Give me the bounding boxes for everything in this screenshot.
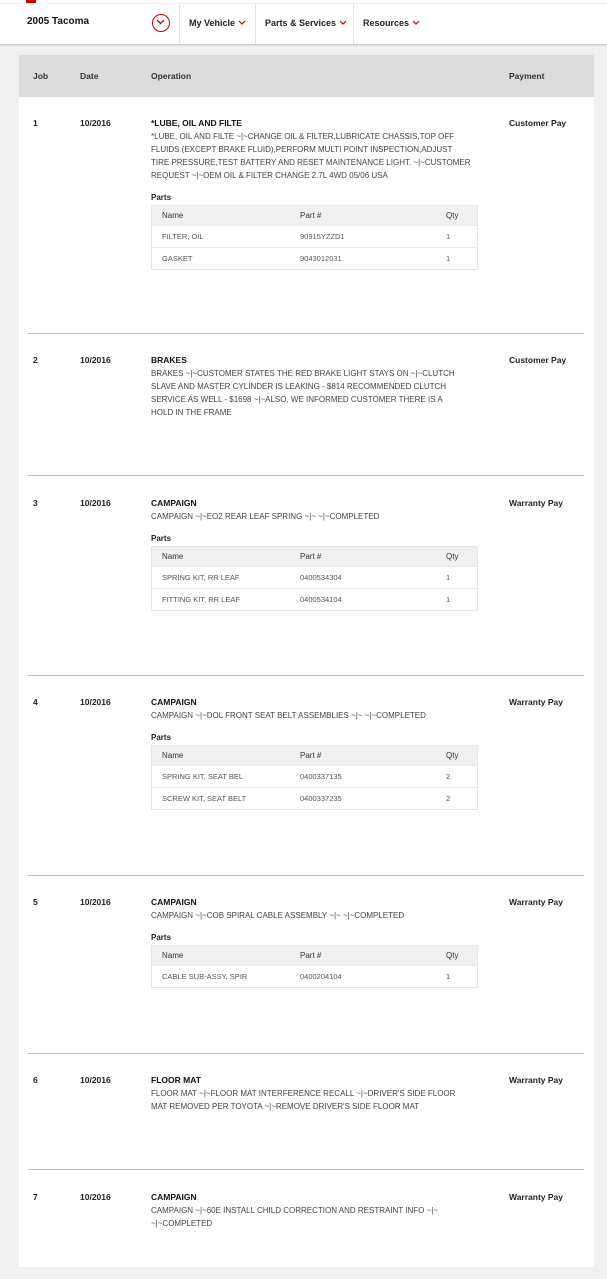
- description-line: FLOOR MAT ~|~FLOOR MAT INTERFERENCE RECALL ~|~DRIVER'S SIDE FLOOR: [151, 1089, 456, 1098]
- menu-label: Resources: [363, 18, 410, 28]
- part-number: 9043012031: [300, 254, 342, 263]
- description-line: CAMPAIGN ~|~60E INSTALL CHILD CORRECTION AND RESTRAINT INFO ~|~: [151, 1206, 439, 1215]
- payment-type: Warranty Pay: [509, 1192, 564, 1202]
- row-divider: [28, 333, 584, 334]
- part-qty: 1: [446, 972, 451, 981]
- parts-table-row: [152, 787, 477, 809]
- parts-table-header: [152, 746, 477, 765]
- brand-accent: [26, 0, 36, 3]
- job-number: 5: [33, 897, 38, 907]
- menu-label: Parts & Services: [265, 18, 337, 28]
- parts-header-name: Name: [162, 211, 184, 220]
- parts-table: [151, 205, 478, 270]
- operation-description: [151, 1204, 481, 1230]
- row-divider: [28, 875, 584, 876]
- description-line: SERVICE AS WELL - $1698 ~|~ALSO, WE INFORMED CUSTOMER THERE IS A: [151, 395, 443, 404]
- description-line: CAMPAIGN ~|~COB SPIRAL CABLE ASSEMBLY ~|~ ~|~COMPLETED: [151, 911, 405, 920]
- vehicle-selector-button[interactable]: [152, 14, 170, 32]
- chevron-down-icon: [156, 19, 165, 25]
- operation-title: *LUBE, OIL AND FILTE: [151, 118, 242, 128]
- job-number: 4: [33, 697, 38, 707]
- job-date: 10/2016: [80, 1075, 111, 1085]
- nav-divider: [255, 4, 256, 44]
- parts-label: Parts: [151, 733, 172, 742]
- description-line: ~|~COMPLETED: [151, 1219, 213, 1228]
- job-number: 6: [33, 1075, 38, 1085]
- part-number: 90915YZZD1: [300, 232, 345, 241]
- header-date: Date: [80, 71, 99, 81]
- description-line: BRAKES ~|~CUSTOMER STATES THE RED BRAKE LIGHT STAYS ON ~|~CLUTCH: [151, 369, 455, 378]
- header-payment: Payment: [509, 71, 545, 81]
- parts-header-part: Part #: [300, 552, 322, 561]
- menu-my-vehicle[interactable]: [189, 18, 246, 28]
- parts-table-row: [152, 225, 477, 247]
- header-operation: Operation: [151, 71, 192, 81]
- nav-divider: [353, 4, 354, 44]
- menu-parts-services[interactable]: [265, 18, 347, 28]
- job-date: 10/2016: [80, 498, 111, 508]
- part-name: SPRING KIT, SEAT BEL: [162, 772, 243, 781]
- payment-type: Warranty Pay: [509, 697, 564, 707]
- parts-table-row: [152, 247, 477, 269]
- job-date: 10/2016: [80, 118, 111, 128]
- chevron-down-icon: [339, 20, 347, 25]
- parts-table-row: [152, 765, 477, 787]
- row-divider: [28, 1169, 584, 1170]
- job-date: 10/2016: [80, 1192, 111, 1202]
- vehicle-name: 2005 Tacoma: [27, 16, 90, 27]
- menu-label: My Vehicle: [189, 18, 236, 28]
- job-date: 10/2016: [80, 897, 111, 907]
- description-line: *LUBE, OIL AND FILTE ~|~CHANGE OIL & FILTER,LUBRICATE CHASSIS,TOP OFF: [151, 132, 455, 141]
- description-line: HOLD IN THE FRAME: [151, 408, 232, 417]
- part-name: FILTER, OIL: [162, 232, 204, 241]
- parts-table-header: [152, 946, 477, 965]
- parts-header-qty: Qty: [446, 211, 459, 220]
- parts-header-name: Name: [162, 751, 184, 760]
- parts-table-header: [152, 206, 477, 225]
- description-line: REQUEST ~|~OEM OIL & FILTER CHANGE 2.7L 4WD 05/06 USA: [151, 171, 388, 180]
- part-number: 0400204104: [300, 972, 342, 981]
- top-accent-bar: [0, 0, 607, 3]
- service-history-card: [19, 55, 594, 1267]
- parts-header-qty: Qty: [446, 951, 459, 960]
- job-date: 10/2016: [80, 697, 111, 707]
- job-number: 1: [33, 118, 38, 128]
- description-line: TIRE PRESSURE,TEST BATTERY AND RESET MAINTENANCE LIGHT. ~|~CUSTOMER: [151, 158, 471, 167]
- payment-type: Warranty Pay: [509, 897, 564, 907]
- part-name: FITTING KIT, RR LEAF: [162, 595, 240, 604]
- parts-header-part: Part #: [300, 211, 322, 220]
- parts-header-qty: Qty: [446, 552, 459, 561]
- row-divider: [28, 675, 584, 676]
- table-header: [19, 55, 594, 97]
- part-qty: 1: [446, 254, 451, 263]
- part-name: CABLE SUB-ASSY, SPIR: [162, 972, 248, 981]
- operation-title: CAMPAIGN: [151, 498, 197, 508]
- operation-title: CAMPAIGN: [151, 697, 197, 707]
- nav-divider: [179, 4, 180, 44]
- parts-table: [151, 745, 478, 810]
- parts-header-name: Name: [162, 552, 184, 561]
- part-number: 0400534304: [300, 573, 342, 582]
- row-divider: [28, 1053, 584, 1054]
- description-line: SLAVE AND MASTER CYLINDER IS LEAKING - $814 RECOMMENDED CLUTCH: [151, 382, 447, 391]
- parts-table-row: [152, 566, 477, 588]
- part-number: 0400534104: [300, 595, 342, 604]
- chevron-down-icon: [238, 20, 246, 25]
- payment-type: Customer Pay: [509, 355, 567, 365]
- top-nav: [0, 4, 607, 45]
- payment-type: Warranty Pay: [509, 1075, 564, 1085]
- description-line: CAMPAIGN ~|~EO2 REAR LEAF SPRING ~|~ ~|~COMPLETED: [151, 512, 380, 521]
- operation-title: FLOOR MAT: [151, 1075, 201, 1085]
- parts-label: Parts: [151, 193, 172, 202]
- chevron-down-icon: [412, 20, 420, 25]
- part-name: SPRING KIT, RR LEAF: [162, 573, 240, 582]
- operation-description: [151, 510, 481, 523]
- parts-header-part: Part #: [300, 751, 322, 760]
- parts-table: [151, 546, 478, 611]
- parts-table-header: [152, 547, 477, 566]
- job-number: 2: [33, 355, 38, 365]
- operation-description: [151, 130, 481, 182]
- parts-header-part: Part #: [300, 951, 322, 960]
- parts-table-row: [152, 588, 477, 610]
- part-qty: 2: [446, 794, 451, 803]
- parts-header-name: Name: [162, 951, 184, 960]
- job-number: 3: [33, 498, 38, 508]
- operation-description: [151, 1087, 481, 1113]
- part-qty: 1: [446, 595, 451, 604]
- part-qty: 2: [446, 772, 451, 781]
- row-divider: [28, 475, 584, 476]
- operation-title: CAMPAIGN: [151, 1192, 197, 1202]
- payment-type: Warranty Pay: [509, 498, 564, 508]
- operation-description: [151, 909, 481, 922]
- operation-description: [151, 367, 481, 419]
- operation-title: CAMPAIGN: [151, 897, 197, 907]
- part-qty: 1: [446, 232, 451, 241]
- payment-type: Customer Pay: [509, 118, 567, 128]
- parts-label: Parts: [151, 933, 172, 942]
- parts-table-row: [152, 965, 477, 987]
- operation-description: [151, 709, 481, 722]
- description-line: MAT REMOVED PER TOYOTA ~|~REMOVE DRIVER'S SIDE FLOOR MAT: [151, 1102, 420, 1111]
- part-number: 0400337135: [300, 772, 342, 781]
- description-line: FLUIDS (EXCEPT BRAKE FLUID),PERFORM MULTI POINT INSPECTION,ADJUST: [151, 145, 453, 154]
- job-date: 10/2016: [80, 355, 111, 365]
- menu-resources[interactable]: [363, 18, 420, 28]
- header-job: Job: [33, 71, 49, 81]
- part-name: GASKET: [162, 254, 193, 263]
- job-number: 7: [33, 1192, 38, 1202]
- part-number: 0400337235: [300, 794, 342, 803]
- parts-header-qty: Qty: [446, 751, 459, 760]
- part-qty: 1: [446, 573, 451, 582]
- parts-table: [151, 945, 478, 988]
- description-line: CAMPAIGN ~|~DOL FRONT SEAT BELT ASSEMBLIES ~|~ ~|~COMPLETED: [151, 711, 426, 720]
- part-name: SCREW KIT, SEAT BELT: [162, 794, 247, 803]
- operation-title: BRAKES: [151, 355, 187, 365]
- parts-label: Parts: [151, 534, 172, 543]
